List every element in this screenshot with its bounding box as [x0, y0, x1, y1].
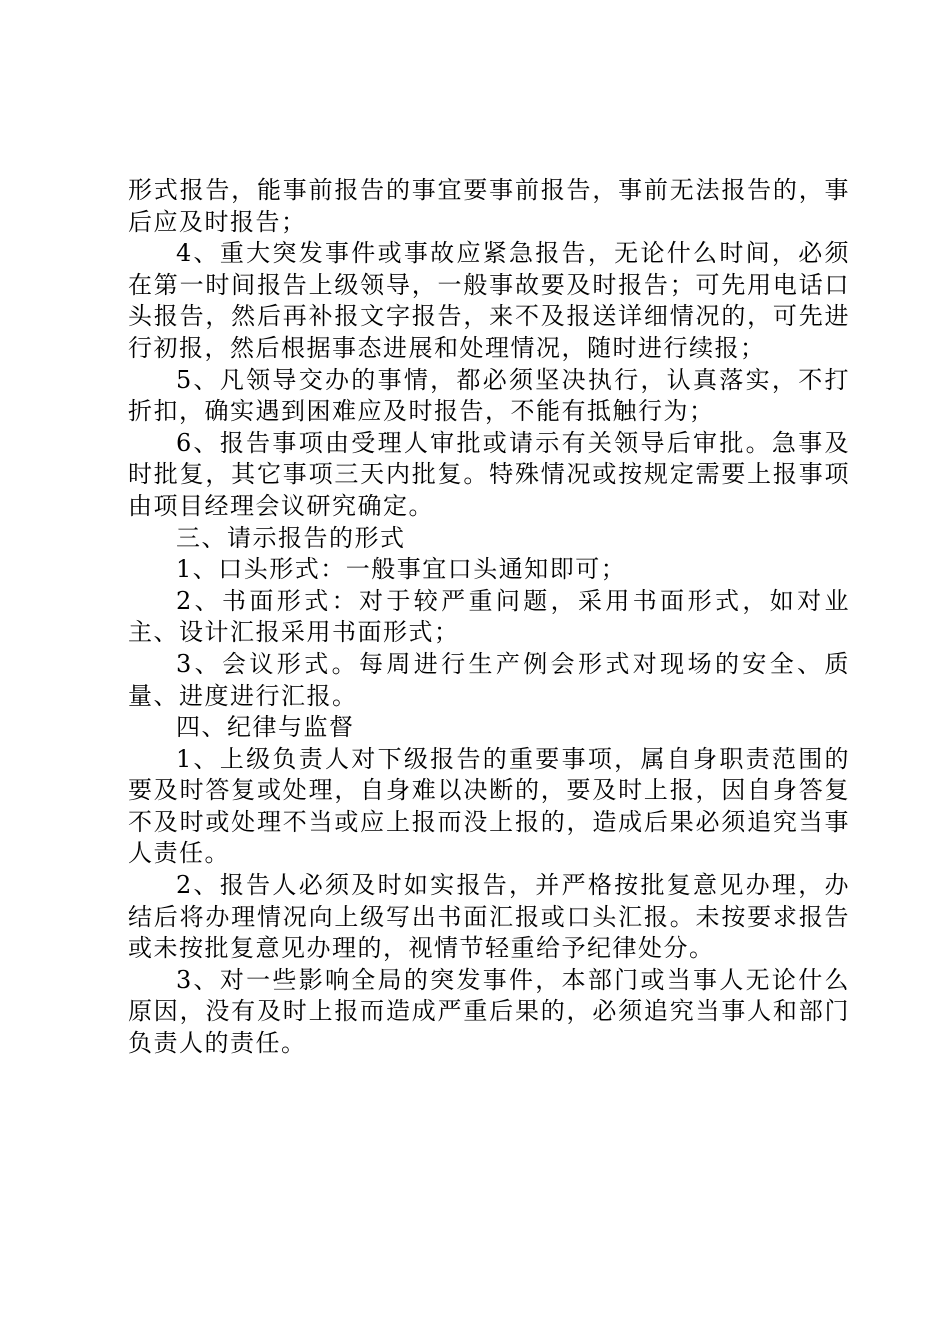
section-heading-3: 三、请示报告的形式 [176, 523, 406, 552]
paragraph-discipline-3: 3、对一些影响全局的突发事件，本部门或当事人无论什么原因，没有及时上报而造成严重后果的，必须追究当事人和部门负责人的责任。 [128, 965, 850, 1058]
paragraph-discipline-2: 2、报告人必须及时如实报告，并严格按批复意见办理，办结后将办理情况向上级写出书面汇报或口头汇报。未按要求报告或未按批复意见办理的，视情节轻重给予纪律处分。 [128, 871, 850, 963]
document-body [128, 175, 850, 1060]
paragraph-discipline-1: 1、上级负责人对下级报告的重要事项，属自身职责范围的要及时答复或处理，自身难以决断的，要及时上报，因自身答复不及时或处理不当或应上报而没上报的，造成后果必须追究当事人责任。 [128, 744, 850, 868]
paragraph-form-1: 1、口头形式：一般事宜口头通知即可； [176, 555, 627, 584]
paragraph-form-2: 2、书面形式：对于较严重问题，采用书面形式，如对业主、设计汇报采用书面形式； [128, 586, 850, 647]
paragraph-item-4: 4、重大突发事件或事故应紧急报告，无论什么时间，必须在第一时间报告上级领导，一般事故要及时报告；可先用电话口头报告，然后再补报文字报告，来不及报送详细情况的，可先进行初报，然后根据事态进展和处理情况，随时进行续报； [128, 239, 850, 362]
paragraph-item-5: 5、凡领导交办的事情，都必须坚决执行，认真落实，不打折扣，确实遇到困难应及时报告，不能有抵触行为； [128, 365, 850, 426]
paragraph-form-3: 3、会议形式。每周进行生产例会形式对现场的安全、质量、进度进行汇报。 [128, 649, 850, 710]
paragraph-item-6: 6、报告事项由受理人审批或请示有关领导后审批。急事及时批复，其它事项三天内批复。特殊情况或按规定需要上报事项由项目经理会议研究确定。 [128, 428, 850, 520]
section-heading-4: 四、纪律与监督 [176, 713, 355, 742]
paragraph-continuation: 形式报告，能事前报告的事宜要事前报告，事前无法报告的，事后应及时报告； [128, 176, 850, 236]
